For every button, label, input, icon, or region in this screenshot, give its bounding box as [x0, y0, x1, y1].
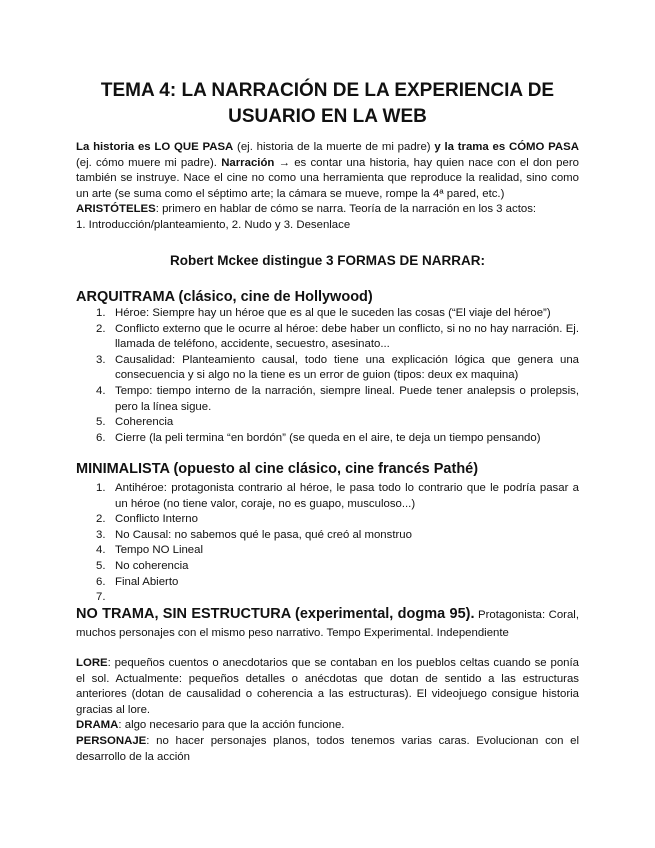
list-text: Héroe: Siempre hay un héroe que es al que le suceden las cosas (“El viaje del héroe”): [115, 307, 551, 319]
lore-term: LORE: [76, 657, 108, 669]
drama-text: : algo necesario para que la acción funcione.: [118, 719, 345, 732]
list-item: [76, 322, 579, 353]
list-item: [76, 431, 579, 447]
intro-text-5: 1. Introducción/planteamiento, 2. Nudo y 3. Desenlace: [76, 218, 351, 231]
definitions-block: [76, 656, 579, 765]
list-number: 3.: [96, 353, 106, 366]
list-text: Cierre (la peli termina “en bordón” (se queda en el aire, te deja un tiempo pensando): [115, 431, 541, 444]
intro-bold-3: Narración: [221, 156, 275, 169]
list-text: Tempo: tiempo interno de la narración, siempre lineal. Puede tener analepsis o prolepsis, pero la línea sigue.: [115, 384, 579, 413]
title-line-1: TEMA 4: LA NARRACIÓN DE LA EXPERIENCIA DE: [100, 80, 555, 101]
personaje-text: : no hacer personajes planos, todos tenemos varias caras. Evolucionan con el desarrollo de la acción: [76, 734, 579, 763]
list-number: 5.: [96, 559, 106, 572]
list-number: 1.: [96, 482, 106, 494]
intro-text-3: → es contar una historia, hay quien nace con el don pero también se instruye. Nace el cine no como una herramienta que reproduce la realidad, sino como un arte (se suma como el séptimo arte; la cámara se mueve, rompe la 4ª pared, etc.): [76, 156, 579, 200]
list-item: [76, 384, 579, 415]
list-number: 6.: [96, 575, 106, 588]
minimalista-heading: MINIMALISTA (opuesto al cine clásico, cine francés Pathé): [76, 461, 479, 477]
list-number: 2.: [96, 322, 106, 335]
list-text: Conflicto Interno: [115, 513, 198, 526]
intro-paragraph: [76, 140, 579, 234]
drama-term: DRAMA: [76, 719, 119, 732]
mckee-heading: Robert Mckee distingue 3 FORMAS DE NARRAR:: [169, 253, 486, 268]
list-text: Antihéroe: protagonista contrario al héroe, le pasa todo lo contrario que le podría pasar a un héroe (no tiene valor, coraje, no es guapo, musculoso...): [115, 482, 579, 510]
title-line-2: USUARIO EN LA WEB: [228, 106, 427, 127]
intro-text-1: (ej. historia de la muerte de mi padre): [233, 141, 435, 153]
lore-text: : pequeños cuentos o anecdotarios que se contaban en los pueblos celtas cuando se ponía el sol. Actualmente: pequeños detalles o anécdotas que dotan de sentido a las estructuras anteriores (dotan de causalidad o coherencia a las estructuras). El videojuego consigue historia gracias al lore.: [76, 657, 579, 716]
no-trama-paragraph: [76, 605, 579, 642]
list-text: Causalidad: Planteamiento causal, todo tiene una explicación lógica que genera una consecuencia y si algo no la tiene es un error de guion (tipos: deux ex maquina): [115, 353, 579, 382]
list-number: 2.: [96, 513, 106, 526]
list-item: [76, 528, 579, 544]
list-text: Final Abierto: [115, 575, 179, 588]
list-item: [76, 559, 579, 575]
intro-bold-2: y la trama es CÓMO PASA: [434, 141, 579, 153]
intro-text-4: : primero en hablar de cómo se narra. Teoría de la narración en los 3 actos:: [155, 203, 537, 216]
list-text: No Causal: no sabemos qué le pasa, qué creó al monstruo: [115, 528, 412, 541]
list-number: 4.: [96, 384, 106, 397]
list-item: [76, 590, 579, 606]
arquitrama-heading: ARQUITRAMA (clásico, cine de Hollywood): [76, 289, 373, 305]
list-item: [76, 481, 579, 512]
list-item: [76, 575, 579, 591]
intro-bold-4: ARISTÓTELES: [76, 203, 156, 216]
list-text: Conflicto externo que le ocurre al héroe: debe haber un conflicto, si no no hay narración. Ej. llamada de teléfono, accidente, secuestro, asesinato...: [115, 322, 579, 351]
page-title: [76, 78, 579, 130]
list-item: [76, 543, 579, 559]
list-number: 7.: [96, 591, 106, 604]
personaje-term: PERSONAJE: [76, 734, 147, 747]
list-number: 5.: [96, 416, 106, 429]
list-item: [76, 353, 579, 384]
list-number: 6.: [96, 431, 106, 444]
list-number: 4.: [96, 544, 106, 557]
arquitrama-list: [76, 306, 579, 446]
minimalista-list: [76, 481, 579, 606]
list-number: 3.: [96, 528, 106, 541]
list-number: 1.: [96, 307, 106, 319]
no-trama-heading: NO TRAMA, SIN ESTRUCTURA (experimental, dogma 95).: [76, 606, 475, 622]
list-item: [76, 512, 579, 528]
list-text: No coherencia: [115, 559, 189, 572]
list-item: [76, 415, 579, 431]
intro-bold-1: La historia es LO QUE PASA: [76, 141, 234, 153]
no-trama-text: Protagonista: Coral, muchos personajes con el mismo peso narrativo. Tempo Experimental. Independiente: [76, 609, 579, 639]
list-text: Coherencia: [115, 416, 174, 429]
list-text: Tempo NO Lineal: [115, 544, 204, 557]
list-item: [76, 306, 579, 322]
intro-text-2: (ej. cómo muere mi padre).: [76, 156, 222, 169]
